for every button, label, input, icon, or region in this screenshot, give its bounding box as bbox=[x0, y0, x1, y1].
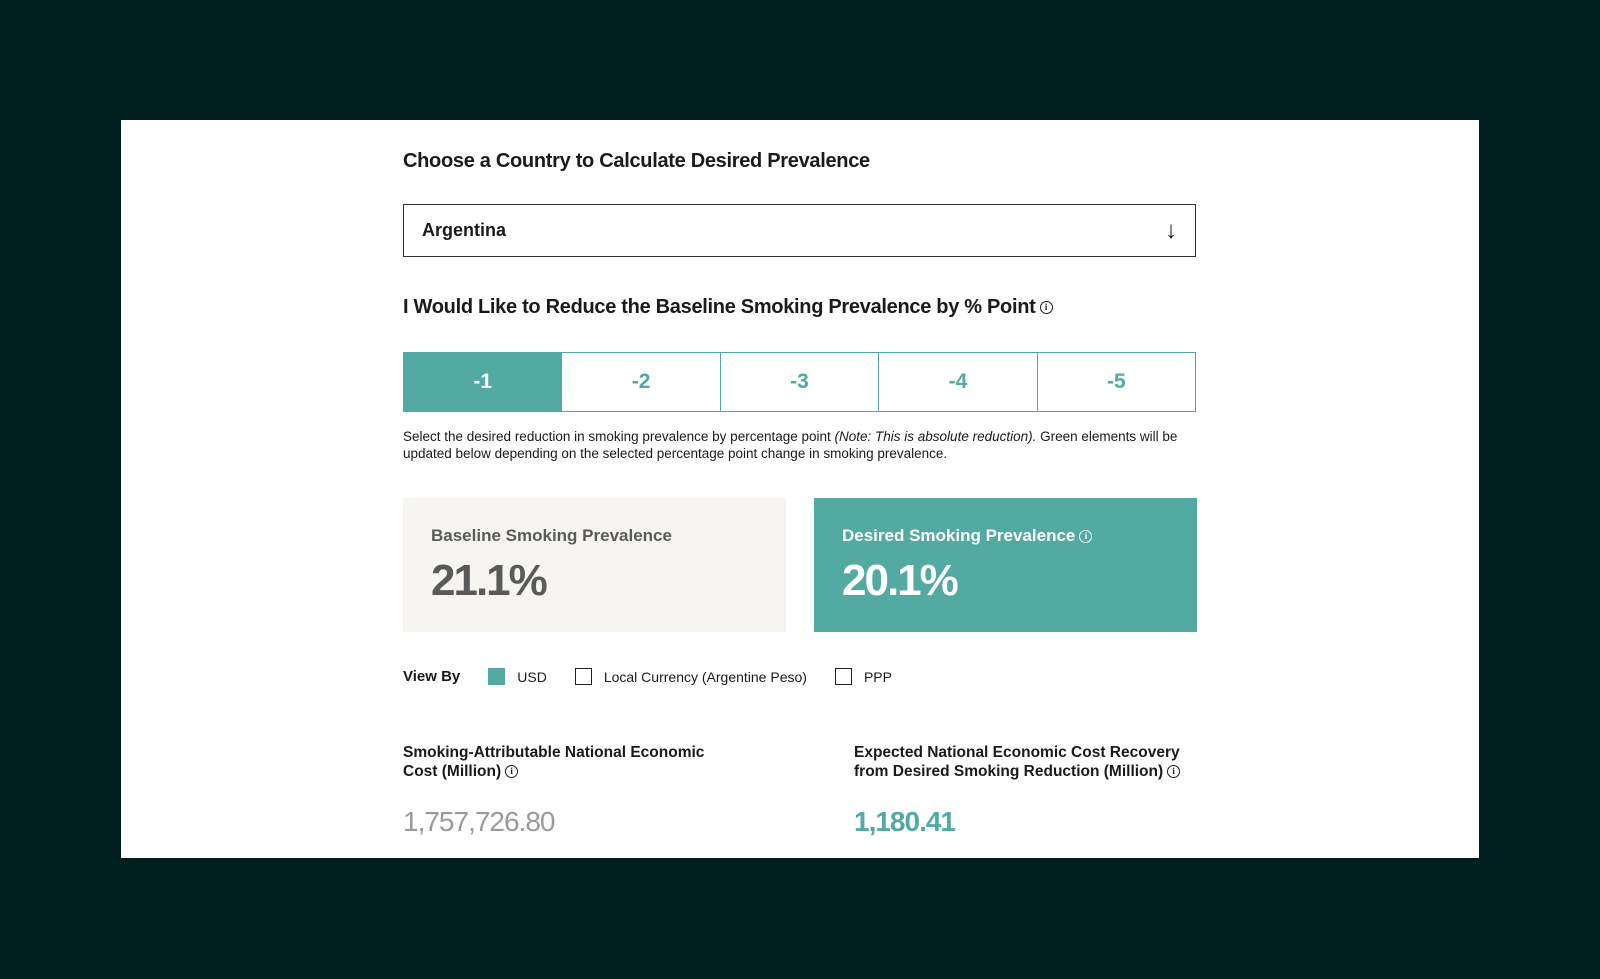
usd-label: USD bbox=[517, 668, 547, 685]
calculator-panel bbox=[121, 120, 1479, 858]
baseline-value: 21.1% bbox=[431, 556, 546, 605]
country-select-value: Argentina bbox=[422, 220, 507, 240]
local-currency-label: Local Currency (Argentine Peso) bbox=[603, 668, 807, 685]
reduction-selector bbox=[403, 352, 1196, 412]
reduction-option-2[interactable]: -2 bbox=[561, 353, 719, 411]
note-text: Select the desired reduction in smoking prevalence by percentage point bbox=[403, 429, 835, 444]
view-by-local-currency[interactable] bbox=[575, 668, 807, 685]
reduction-title-text: I Would Like to Reduce the Baseline Smoking Prevalence by % Point bbox=[403, 296, 1036, 318]
info-icon[interactable]: i bbox=[1040, 301, 1053, 314]
country-section-title: Choose a Country to Calculate Desired Prevalence bbox=[403, 150, 870, 172]
reduction-option-3[interactable]: -3 bbox=[720, 353, 878, 411]
recovery-value: 1,180.41 bbox=[854, 806, 955, 837]
info-icon[interactable]: i bbox=[1079, 530, 1092, 543]
reduction-note bbox=[403, 428, 1203, 462]
desired-label: Desired Smoking Prevalence bbox=[842, 526, 1076, 545]
ppp-label: PPP bbox=[863, 668, 892, 685]
ppp-checkbox[interactable] bbox=[835, 668, 852, 685]
info-icon[interactable]: i bbox=[1167, 765, 1180, 778]
view-by-usd[interactable] bbox=[488, 668, 547, 685]
desired-card bbox=[814, 498, 1197, 632]
view-by-label: View By bbox=[403, 668, 461, 685]
cost-value: 1,757,726.80 bbox=[403, 806, 555, 837]
country-select[interactable] bbox=[403, 204, 1196, 257]
view-by-group bbox=[403, 668, 920, 685]
usd-checkbox[interactable] bbox=[488, 668, 505, 685]
view-by-ppp[interactable] bbox=[835, 668, 892, 685]
reduction-option-4[interactable]: -4 bbox=[878, 353, 1036, 411]
arrow-down-icon: ↓ bbox=[1165, 216, 1177, 244]
baseline-label: Baseline Smoking Prevalence bbox=[431, 526, 672, 545]
recovery-label bbox=[854, 743, 1199, 781]
local-currency-checkbox[interactable] bbox=[575, 668, 592, 685]
reduction-option-5[interactable]: -5 bbox=[1037, 353, 1195, 411]
desired-value: 20.1% bbox=[842, 556, 957, 605]
note-text-suffix: Green elements will be updated below depending on the selected percentage point change in smoking prevalence. bbox=[403, 429, 1178, 461]
note-italic: (Note: This is absolute reduction). bbox=[834, 429, 1037, 444]
cost-label-text: Smoking-Attributable National Economic Cost (Million) bbox=[403, 744, 705, 780]
cost-label bbox=[403, 743, 733, 781]
info-icon[interactable]: i bbox=[505, 765, 518, 778]
baseline-card bbox=[403, 498, 786, 632]
reduction-option-1[interactable]: -1 bbox=[404, 353, 561, 411]
recovery-label-text: Expected National Economic Cost Recovery from Desired Smoking Reduction (Million) bbox=[854, 744, 1180, 780]
reduction-section-title bbox=[403, 296, 1053, 319]
